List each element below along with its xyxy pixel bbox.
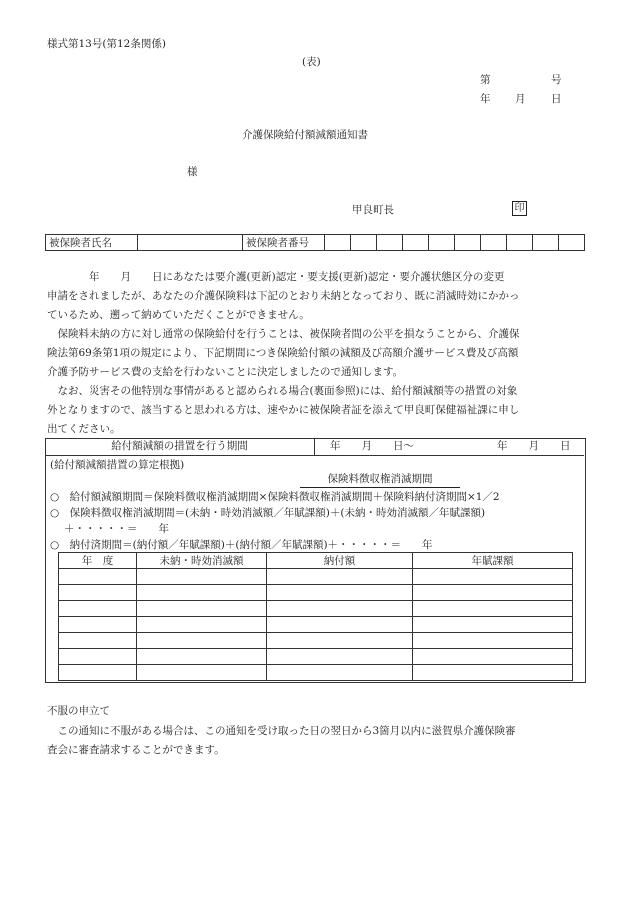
insured-number-digit-cell[interactable] bbox=[481, 235, 507, 251]
appeal-paragraph bbox=[47, 722, 584, 760]
paragraph-1 bbox=[47, 268, 584, 325]
paragraph-line: 査会に審査請求することができます。 bbox=[47, 744, 225, 756]
date-month: 月 bbox=[515, 93, 526, 105]
table-cell[interactable] bbox=[59, 601, 137, 617]
paragraph-line: 険法第69条第1項の規定により、下記期間につき保険給付額の減額及び高額介護サービス費及び高額 bbox=[47, 347, 519, 359]
table-cell[interactable] bbox=[413, 665, 573, 681]
table-cell[interactable] bbox=[267, 617, 413, 633]
table-cell[interactable] bbox=[413, 649, 573, 665]
formula-line-2: ○ 保険料徴収権消滅期間＝(未納・時効消滅額／年賦課額)＋(未納・時効消滅額／年賦課額) bbox=[50, 507, 486, 519]
table-header-row bbox=[59, 553, 573, 569]
table-cell[interactable] bbox=[413, 601, 573, 617]
table-cell[interactable] bbox=[413, 569, 573, 585]
table-cell[interactable] bbox=[137, 601, 267, 617]
table-cell[interactable] bbox=[59, 569, 137, 585]
table-row bbox=[59, 585, 573, 601]
column-header: 未納・時効消滅額 bbox=[137, 553, 267, 569]
table-cell[interactable] bbox=[59, 649, 137, 665]
side-label: (表) bbox=[302, 56, 321, 68]
insured-number-digit-cell[interactable] bbox=[351, 235, 377, 251]
paragraph-line: 出てください。 bbox=[47, 423, 121, 435]
period-from: 年 月 日～ bbox=[330, 440, 414, 452]
insured-number-digit-cell[interactable] bbox=[455, 235, 481, 251]
insured-number-digit-cell[interactable] bbox=[403, 235, 429, 251]
insured-info-table bbox=[45, 234, 585, 251]
insured-number-digit-cell[interactable] bbox=[325, 235, 351, 251]
table-cell[interactable] bbox=[267, 633, 413, 649]
date-year: 年 bbox=[480, 93, 491, 105]
paragraph-line: なお、災害その他特別な事情があると認められる場合(裏面参照)には、給付額減額等の措置の対象 bbox=[47, 385, 518, 397]
paragraph-line: 介護予防サービス費の支給を行わないことに決定しましたので通知します。 bbox=[47, 366, 404, 378]
date-day: 日 bbox=[551, 93, 562, 105]
table-cell[interactable] bbox=[413, 617, 573, 633]
insured-name-label: 被保険者氏名 bbox=[46, 235, 138, 251]
table-cell[interactable] bbox=[413, 633, 573, 649]
form-number: 様式第13号(第12条関係) bbox=[47, 38, 166, 50]
table-cell[interactable] bbox=[59, 665, 137, 681]
table-row bbox=[59, 569, 573, 585]
table-row bbox=[59, 601, 573, 617]
column-header: 年賦課額 bbox=[413, 553, 573, 569]
document-title: 介護保険給付額減額通知書 bbox=[242, 129, 368, 141]
table-cell[interactable] bbox=[267, 585, 413, 601]
table-row bbox=[59, 617, 573, 633]
period-label: 給付額減額の措置を行う期間 bbox=[45, 438, 315, 455]
issuer-name: 甲良町長 bbox=[352, 204, 394, 216]
column-header: 年 度 bbox=[59, 553, 137, 569]
insured-name-cell[interactable] bbox=[138, 235, 243, 251]
table-cell[interactable] bbox=[137, 617, 267, 633]
table-cell[interactable] bbox=[137, 665, 267, 681]
paragraph-3 bbox=[47, 382, 584, 439]
table-cell[interactable] bbox=[137, 569, 267, 585]
formula-line-3: ○ 納付済期間＝(納付額／年賦課額)＋(納付額／年賦課額)＋・・・・・＝ 年 bbox=[50, 539, 433, 551]
number-prefix: 第 bbox=[480, 74, 491, 86]
insured-number-digit-cell[interactable] bbox=[507, 235, 533, 251]
table-cell[interactable] bbox=[59, 585, 137, 601]
table-row bbox=[59, 649, 573, 665]
table-cell[interactable] bbox=[137, 649, 267, 665]
table-cell[interactable] bbox=[267, 601, 413, 617]
seal-box: 印 bbox=[512, 201, 527, 216]
table-row bbox=[59, 665, 573, 681]
table-cell[interactable] bbox=[267, 569, 413, 585]
year-breakdown-table bbox=[58, 552, 573, 681]
table-cell[interactable] bbox=[137, 585, 267, 601]
paragraph-line: 申請をされましたが、あなたの介護保険料は下記のとおり未納となっており、既に消滅時効にかかっ bbox=[47, 290, 520, 302]
paragraph-line: この通知に不服がある場合は、この通知を受け取った日の翌日から3箇月以内に滋賀県介護保険審 bbox=[47, 725, 516, 737]
formula-line-1: ○ 給付額減額期間＝保険料徴収権消滅期間×保険料徴収権消滅期間＋保険料納付済期間×1／2 bbox=[50, 491, 500, 503]
table-row bbox=[59, 633, 573, 649]
table-cell[interactable] bbox=[413, 585, 573, 601]
paragraph-line: 年 月 日にあなたは要介護(更新)認定・要支援(更新)認定・要介護状態区分の変更 bbox=[47, 271, 505, 283]
table-cell[interactable] bbox=[267, 665, 413, 681]
period-row bbox=[45, 438, 584, 456]
period-to: 年 月 日 bbox=[497, 440, 571, 452]
table-cell[interactable] bbox=[267, 649, 413, 665]
insured-number-label: 被保険者番号 bbox=[243, 235, 325, 251]
column-header: 納付額 bbox=[267, 553, 413, 569]
number-suffix: 号 bbox=[551, 74, 562, 86]
table-cell[interactable] bbox=[137, 633, 267, 649]
appeal-heading: 不服の申立て bbox=[47, 705, 110, 717]
insured-number-digit-cell[interactable] bbox=[559, 235, 585, 251]
calc-heading: (給付額減額措置の算定根拠) bbox=[50, 459, 185, 471]
table-cell[interactable] bbox=[59, 633, 137, 649]
fraction-numerator: 保険料徴収権消滅期間 bbox=[300, 472, 460, 488]
formula-line-2-continued: ＋・・・・・＝ 年 bbox=[64, 523, 169, 535]
recipient-suffix: 様 bbox=[187, 166, 198, 178]
insured-number-digit-cell[interactable] bbox=[533, 235, 559, 251]
table-cell[interactable] bbox=[59, 617, 137, 633]
insured-number-digit-cell[interactable] bbox=[429, 235, 455, 251]
seal-mark bbox=[512, 201, 527, 216]
paragraph-line: 保険料未納の方に対し通常の保険給付を行うことは、被保険者間の公平を損なうことから、介護保 bbox=[47, 328, 520, 340]
paragraph-2 bbox=[47, 325, 584, 382]
paragraph-line: 外となりますので、該当すると思われる方は、速やかに被保険者証を添えて甲良町保健福祉課に申し bbox=[47, 404, 520, 416]
insured-number-digit-cell[interactable] bbox=[377, 235, 403, 251]
paragraph-line: ているため、遡って納めていただくことができません。 bbox=[47, 309, 310, 321]
